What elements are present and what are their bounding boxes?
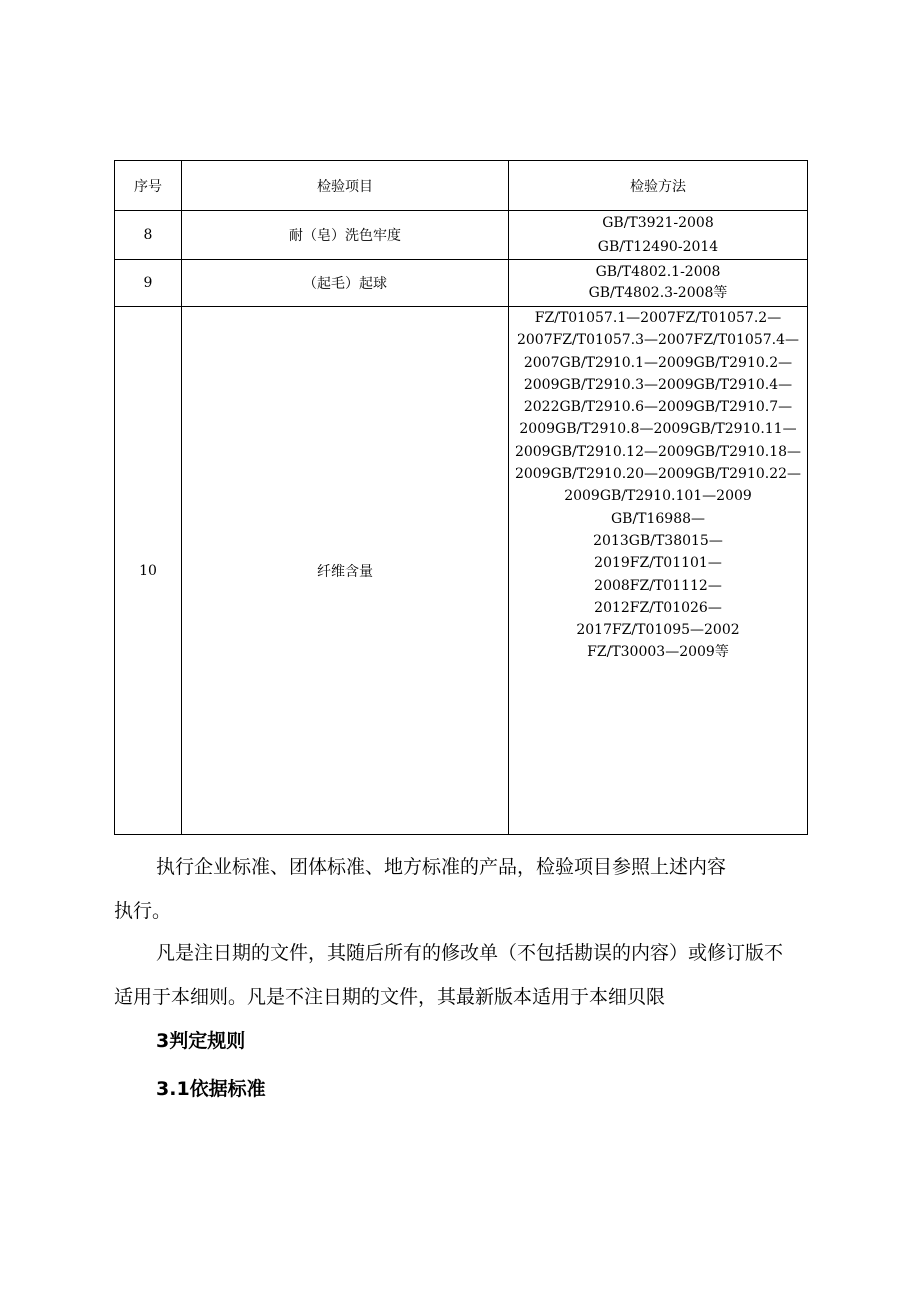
method-line: GB/T12490-2014 xyxy=(597,239,719,255)
row-item: 耐（皂）洗色牢度 xyxy=(182,211,509,260)
method-line: 2009GB/T2910.12—2009GB/T2910.18— xyxy=(514,443,802,460)
method-line: GB/T4802.3-2008等 xyxy=(588,285,728,301)
method-line: GB/T3921-2008 xyxy=(602,215,714,231)
paragraph-dated-documents xyxy=(114,931,824,1019)
method-line: GB/T16988— xyxy=(610,510,706,527)
row-method xyxy=(509,260,808,307)
section-heading-basis-standard: 3.1依据标准 xyxy=(156,1078,266,1100)
row-no: 8 xyxy=(115,211,182,260)
table-row xyxy=(115,211,808,260)
inspection-table xyxy=(114,160,808,835)
method-line: GB/T4802.1-2008 xyxy=(595,264,721,280)
method-line: FZ/T01057.1—2007FZ/T01057.2— xyxy=(534,310,782,326)
method-line: 2012FZ/T01026— xyxy=(594,599,722,616)
method-line: 2009GB/T2910.101—2009 xyxy=(564,488,752,505)
header-item: 检验项目 xyxy=(182,161,509,211)
paragraph-line: 执行企业标准、团体标准、地方标准的产品，检验项目参照上述内容 xyxy=(156,856,727,878)
row-no: 10 xyxy=(115,307,182,835)
method-line: 2009GB/T2910.20—2009GB/T2910.22— xyxy=(514,466,802,483)
paragraph-line: 凡是注日期的文件，其随后所有的修改单（不包括勘误的内容）或修订版不 xyxy=(156,942,784,964)
row-item: （起毛）起球 xyxy=(182,260,509,307)
paragraph-line: 执行。 xyxy=(114,900,172,922)
table-row xyxy=(115,307,808,835)
method-line: 2019FZ/T01101— xyxy=(594,555,722,572)
method-line: 2007GB/T2910.1—2009GB/T2910.2— xyxy=(523,354,793,371)
header-no: 序号 xyxy=(115,161,182,211)
method-line: 2009GB/T2910.8—2009GB/T2910.11— xyxy=(519,421,797,438)
row-method xyxy=(509,307,808,835)
table-row xyxy=(115,260,808,307)
method-line: FZ/T30003—2009等 xyxy=(587,644,729,661)
method-line: 2009GB/T2910.3—2009GB/T2910.4— xyxy=(523,376,793,393)
method-line: 2008FZ/T01112— xyxy=(594,577,722,594)
table-header-row xyxy=(115,161,808,211)
section-heading-judgement-rules: 3判定规则 xyxy=(156,1030,246,1052)
row-item: 纤维含量 xyxy=(182,307,509,835)
paragraph-enterprise-standard xyxy=(114,845,824,933)
method-line: 2017FZ/T01095—2002 xyxy=(576,622,740,639)
method-line: 2022GB/T2910.6—2009GB/T2910.7— xyxy=(523,399,793,416)
row-no: 9 xyxy=(115,260,182,307)
paragraph-line: 适用于本细则。凡是不注日期的文件，其最新版本适用于本细贝限 xyxy=(114,986,666,1008)
method-line: 2007FZ/T01057.3—2007FZ/T01057.4— xyxy=(516,332,800,349)
row-method xyxy=(509,211,808,260)
header-method: 检验方法 xyxy=(509,161,808,211)
method-line: 2013GB/T38015— xyxy=(593,532,723,549)
